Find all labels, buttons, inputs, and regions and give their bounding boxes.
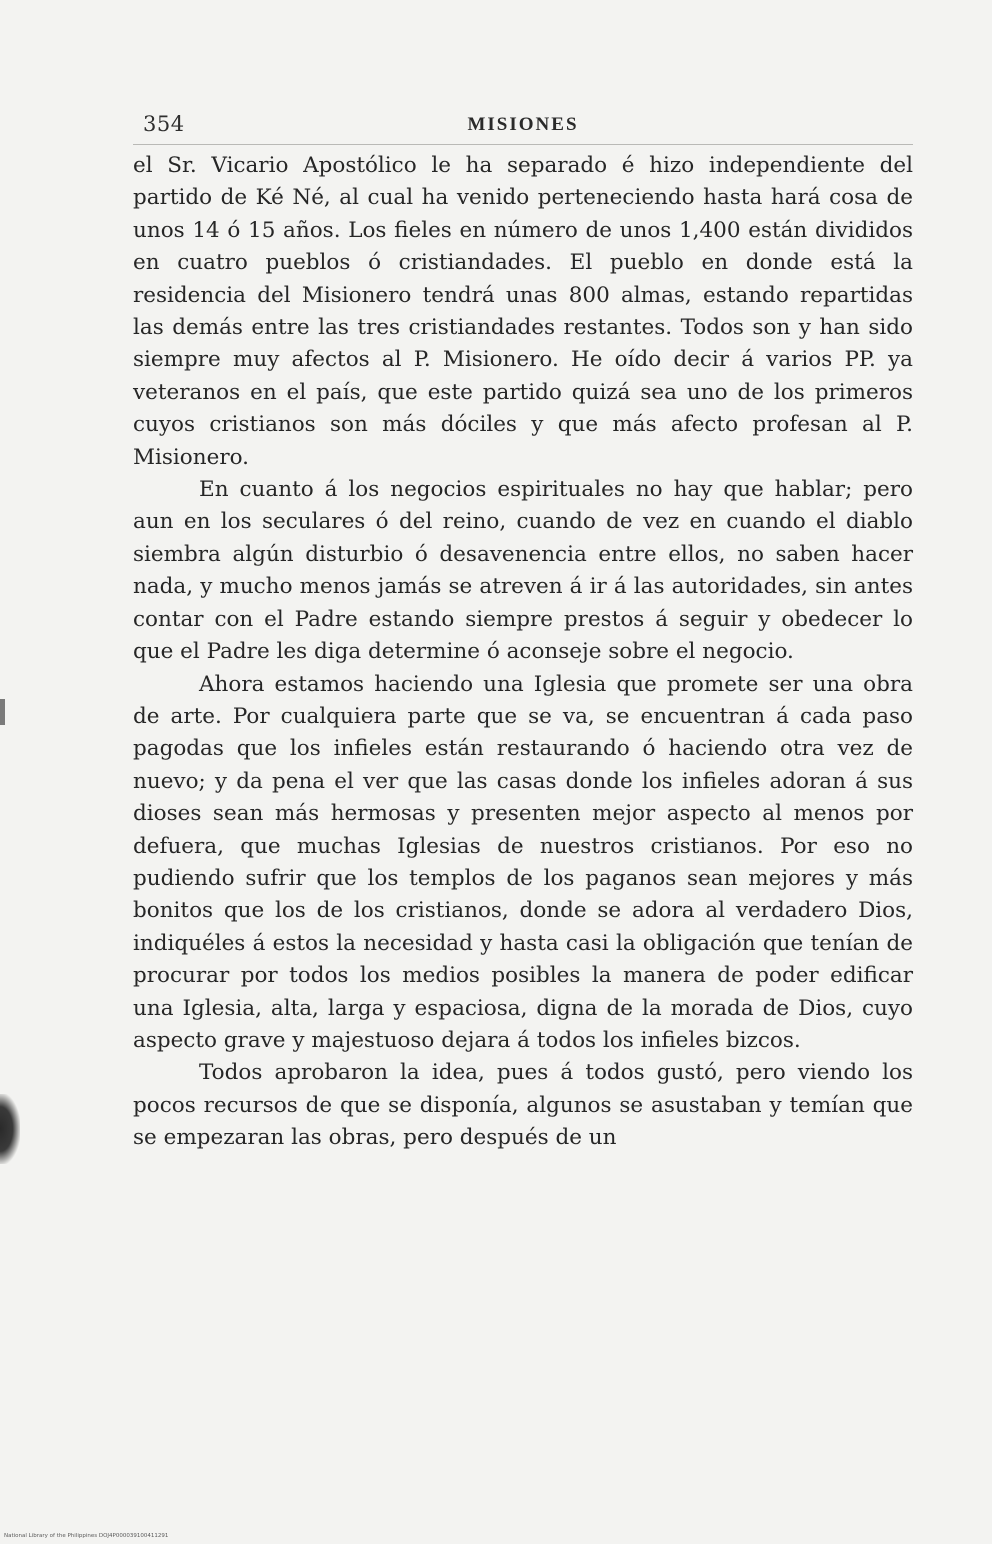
library-credit: National Library of the Philippines DOJ4P000039100411291 <box>4 1533 169 1539</box>
paragraph-1: el Sr. Vicario Apostólico le ha separado é hizo independiente del partido de Ké Né, al cual ha venido perteneciendo hasta hará cosa de unos 14 ó 15 años. Los fieles en número de unos 1,400 están divididos en cuatro pueblos ó cristiandades. El pueblo en donde está la residencia del Misionero tendrá unas 800 almas, estando repartidas las demás entre las tres cristiandades restantes. Todos son y han sido siempre muy afectos al P. Misionero. He oído decir á varios PP. ya veteranos en el país, que este partido quizá sea uno de los primeros cuyos cristianos son más dóciles y que más afecto profesan al P. Misionero. <box>133 153 913 470</box>
scan-edge-mark <box>0 699 5 725</box>
paragraph-3: Ahora estamos haciendo una Iglesia que promete ser una obra de arte. Por cualquiera parte que se va, se encuentran á cada paso pagodas que los infieles están restaurando ó haciendo otra vez de nuevo; y da pena el ver que las casas donde los infieles adoran á sus dioses sean más hermosas y presenten mejor aspecto al menos por defuera, que muchas Iglesias de nuestros cristianos. Por eso no pudiendo sufrir que los templos de los paganos sean mejores y más bonitos que los de los cristianos, donde se adora al verdadero Dios, indiquéles á estos la necesidad y hasta casi la obligación que tenían de procurar por todos los medios posibles la manera de poder edificar una Iglesia, alta, larga y espaciosa, digna de la morada de Dios, cuyo aspecto grave y majestuoso dejara á todos los infieles bizcos. <box>133 671 913 1053</box>
section-title: MISIONES <box>467 114 579 135</box>
page-number: 354 <box>143 112 185 136</box>
paragraph-2: En cuanto á los negocios espirituales no hay que hablar; pero aun en los seculares ó del reino, cuando de vez en cuando el diablo siembra algún disturbio ó desavenencia entre ellos, no saben hacer nada, y mucho menos jamás se atreven á ir á las autoridades, sin antes contar con el Padre estando siempre prestos á seguir y obedecer lo que el Padre les diga determine ó aconseje sobre el negocio. <box>133 477 913 665</box>
paragraph-4: Todos aprobaron la idea, pues á todos gustó, pero viendo los pocos recursos de que se disponía, algunos se asustaban y temían que se empezaran las obras, pero después de un <box>133 1060 913 1151</box>
running-head <box>133 108 913 145</box>
body-text <box>133 150 913 1155</box>
binding-clip-shadow <box>0 1094 20 1164</box>
